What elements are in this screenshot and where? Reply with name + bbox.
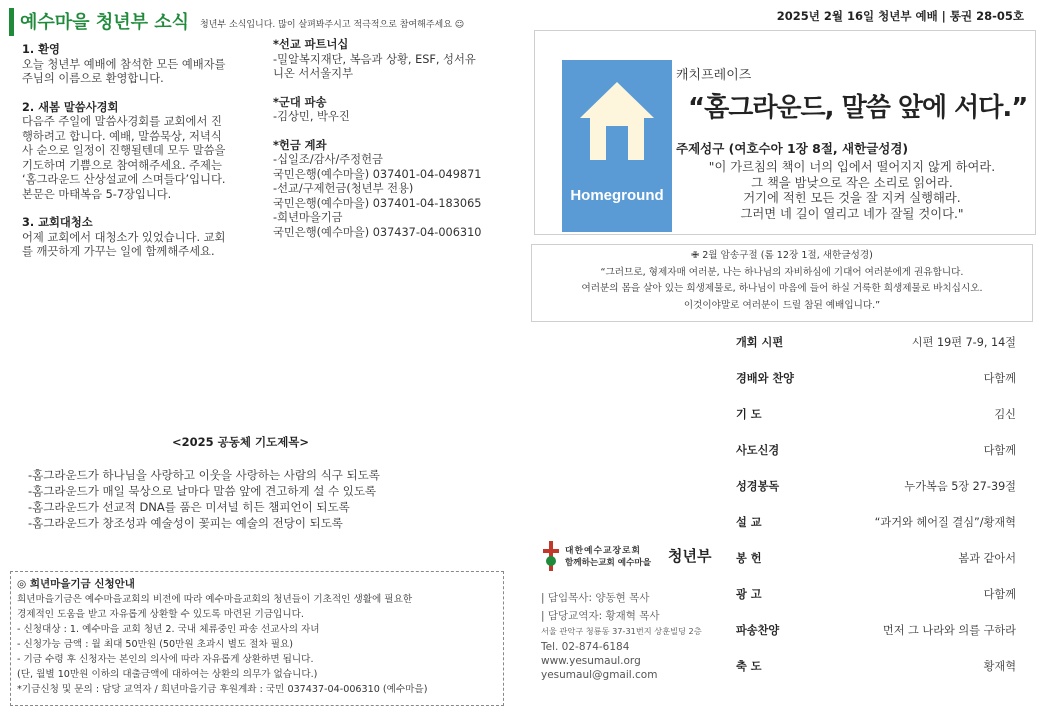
news-line: 국민은행(예수마을) 037401-04-183065 [273, 196, 482, 210]
memory-verse-line: 이것이야말로 여러분이 드릴 참된 예배입니다.” [683, 299, 881, 311]
order-value: 먼저 그 나라와 의를 구하라 [882, 624, 1016, 637]
catchphrase-label: 캐치프레이즈 [676, 68, 752, 83]
news-line: -밀알복지재단, 복음과 상황, ESF, 성서유 [273, 52, 476, 66]
fund-line: - 기금 수령 후 신청자는 본인의 의사에 따라 자유롭게 상환하면 됩니다. [17, 654, 314, 665]
order-value: 다함께 [983, 588, 1016, 601]
header-accent-bar [9, 8, 14, 36]
homeground-logo [562, 60, 672, 232]
memory-verse-box [531, 244, 1033, 322]
news-line: 주님의 이름으로 환영합니다. [22, 72, 164, 85]
order-value: 황재혁 [983, 660, 1016, 673]
order-label: 설 교 [736, 516, 762, 529]
bulletin-date-issue: 2025년 2월 16일 청년부 예배 | 통권 28-05호 [776, 9, 1024, 23]
news-line: -십일조/감사/주정헌금 [273, 153, 383, 166]
news-section-title: 1. 환영 [22, 43, 60, 56]
prayer-item: -홈그라운드가 매일 묵상으로 날마다 말씀 앞에 견고하게 설 수 있도록 [28, 484, 377, 498]
news-section-title: 3. 교회대청소 [22, 216, 93, 229]
news-column-left [22, 43, 262, 274]
news-line: 다음주 주일에 말씀사경회를 교회에서 진 [22, 115, 222, 128]
news-line: -선교/구제헌금(청년부 전용) [273, 182, 414, 195]
news-section [273, 139, 523, 241]
fund-line: 경제적인 도움을 받고 자유롭게 상환할 수 있도록 마련된 기금입니다. [17, 609, 304, 620]
order-row [736, 514, 1016, 534]
fund-line: - 신청대상 : 1. 예수마을 교회 청년 2. 국내 체류중인 파송 선교사의 자녀 [17, 624, 320, 635]
order-label: 개회 시편 [736, 336, 784, 349]
order-row [736, 586, 1016, 606]
news-column-right [273, 38, 523, 254]
church-info-line: yesumaul@gmail.com [541, 669, 658, 681]
house-icon [562, 60, 672, 185]
theme-verse-ref: 주제성구 (여호수아 1장 8절, 새한글성경) [676, 141, 909, 156]
order-value: 김신 [994, 408, 1016, 421]
church-info-line: | 담임목사: 양동현 목사 [541, 592, 650, 604]
order-label: 사도신경 [736, 444, 780, 457]
church-info-line: www.yesumaul.org [541, 655, 641, 667]
news-line: 사 순으로 일정이 진행될텐데 모두 말씀을 [22, 144, 226, 157]
news-line: 기도하며 기쁨으로 참여해주세요. 주제는 [22, 158, 222, 172]
news-line: ‘홈그라운드 산상설교에 스며들다’입니다. [22, 173, 226, 186]
order-value: 봄과 같아서 [958, 552, 1016, 565]
verse-line: 그러면 네 길이 열리고 네가 잘될 것이다." [740, 206, 964, 221]
order-value: 누가복음 5장 27-39절 [904, 480, 1016, 493]
news-section [22, 43, 262, 87]
logo-text: Homeground [570, 187, 664, 204]
order-row [736, 550, 1016, 570]
news-line: 어제 교회에서 대청소가 있었습니다. 교회 [22, 230, 226, 244]
news-line: 행하려고 합니다. 예배, 말씀묵상, 저녁식 [22, 129, 222, 143]
order-row [736, 658, 1016, 678]
church-info-line: Tel. 02-874-6184 [541, 641, 630, 653]
church-info-line: | 담당교역자: 황재혁 목사 [541, 610, 660, 622]
news-section [22, 101, 262, 203]
order-row [736, 370, 1016, 390]
fund-line: (단, 월별 10만원 이하의 대출금액에 대하여는 상환의 의무가 없습니다.) [17, 669, 318, 680]
news-line: 본문은 마태복음 5-7장입니다. [22, 187, 172, 201]
prayer-list [28, 467, 380, 531]
theme-verse-text [676, 160, 1028, 222]
prayer-item: -홈그라운드가 하나님을 사랑하고 이웃을 사랑하는 사람의 식구 되도록 [28, 468, 380, 482]
fund-title: ◎ 희년마을기금 신청안내 [17, 578, 135, 590]
news-line: -김상민, 박우진 [273, 110, 350, 123]
church-department: 청년부 [668, 547, 712, 565]
order-value: 다함께 [983, 444, 1016, 457]
prayer-item: -홈그라운드가 선교적 DNA를 품은 미셔널 히든 챔피언이 되도록 [28, 500, 350, 514]
news-section-title: 2. 새봄 말씀사경회 [22, 100, 119, 114]
news-section [273, 96, 523, 125]
news-line: -희년마을기금 [273, 211, 343, 224]
news-section-title: *선교 파트너십 [273, 38, 349, 51]
church-denomination: 대한예수교장로회 [565, 546, 641, 556]
memory-verse-line: 여러분의 몸을 살아 있는 희생제물로, 하나님이 마음에 들어 하실 거룩한 희생제물로 바치십시오. [581, 283, 983, 294]
order-value: 다함께 [983, 372, 1016, 385]
verse-line: 그 책을 밤낮으로 작은 소리로 읽어라. [751, 175, 953, 190]
church-cross-icon [542, 541, 560, 571]
fund-line: - 신청가능 금액 : 월 최대 50만원 (50만원 초과시 별도 절차 필요) [17, 639, 294, 650]
prayer-title: <2025 공동체 기도제목> [172, 435, 310, 449]
fund-notice-box [10, 571, 504, 706]
news-section [273, 38, 523, 82]
order-label: 봉 헌 [736, 552, 762, 565]
bulletin-subtitle: 청년부 소식입니다. 많이 살펴봐주시고 적극적으로 참여해주세요 ☺ [200, 20, 465, 30]
order-value: 시편 19편 7-9, 14절 [911, 336, 1016, 349]
news-section-title: *군대 파송 [273, 95, 327, 109]
order-value: “과거와 헤어질 결심”/황재혁 [874, 516, 1016, 529]
church-info-line: 서울 관악구 청룡동 37-31번지 상훈빌딩 2층 [541, 626, 702, 636]
order-row [736, 622, 1016, 642]
order-label: 성경봉독 [736, 480, 780, 493]
order-label: 축 도 [736, 660, 762, 673]
order-row [736, 478, 1016, 498]
news-line: 국민은행(예수마을) 037401-04-049871 [273, 167, 482, 181]
prayer-item: -홈그라운드가 창조성과 예술성이 꽃피는 예술의 전당이 되도록 [28, 516, 343, 530]
verse-line: 거기에 적힌 모든 것을 잘 지켜 실행해라. [743, 191, 961, 205]
order-label: 기 도 [736, 408, 762, 421]
news-line: 국민은행(예수마을) 037437-04-006310 [273, 225, 482, 239]
memory-verse-title: ✙ 2월 암송구절 (롬 12장 1절, 새한글성경) [691, 250, 873, 261]
news-line: 를 깨끗하게 가꾸는 일에 함께해주세요. [22, 245, 215, 258]
order-label: 광 고 [736, 588, 762, 601]
order-row [736, 406, 1016, 426]
church-name: 함께하는교회 예수마을 [565, 558, 652, 568]
fund-line: *기금신청 및 문의 : 담당 교역자 / 희년마을기금 후원계좌 : 국민 037437-04-006310 (예수마을) [17, 684, 428, 695]
order-row [736, 334, 1016, 354]
verse-line: "이 가르침의 책이 너의 입에서 떨어지지 않게 하여라. [708, 160, 996, 174]
order-row [736, 442, 1016, 462]
order-label: 경배와 찬양 [736, 372, 794, 385]
news-line: 니온 서서울지부 [273, 67, 353, 80]
news-section-title: *헌금 계좌 [273, 138, 327, 152]
fund-line: 희년마을기금은 예수마을교회의 비전에 따라 예수마을교회의 청년들이 기초적인 생활에 필요한 [17, 594, 413, 605]
news-section [22, 216, 262, 260]
bulletin-title: 예수마을 청년부 소식 [20, 12, 190, 33]
catchphrase-title: “홈그라운드, 말씀 앞에 서다.” [688, 93, 1028, 123]
news-line: 오늘 청년부 예배에 참석한 모든 예배자를 [22, 57, 226, 71]
memory-verse-line: “그러므로, 형제자매 여러분, 나는 하나님의 자비하심에 기대어 여러분에게 권유합니다. [600, 266, 964, 278]
order-label: 파송찬양 [736, 624, 780, 637]
